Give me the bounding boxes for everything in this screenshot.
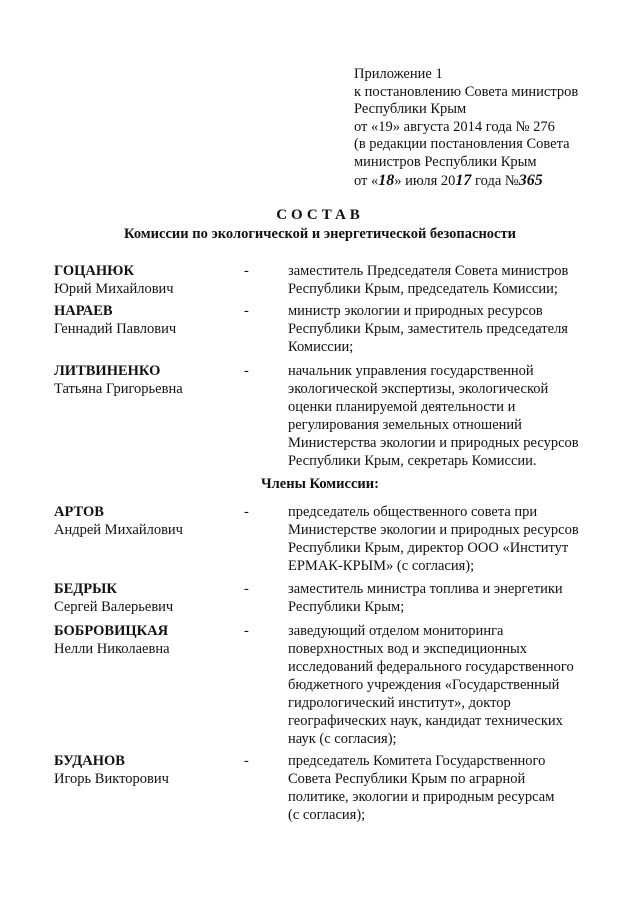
separator-dash: - (244, 303, 249, 319)
role-line: Республики Крым, директор ООО «Институт (288, 540, 569, 556)
role-line: оценки планируемой деятельности и (288, 399, 516, 415)
role-line: экологической экспертизы, экологической (288, 381, 549, 397)
appendix-date-line (354, 172, 634, 191)
person-given-name: Юрий Михайлович (54, 281, 174, 297)
role-line: ЕРМАК-КРЫМ» (с согласия); (288, 558, 475, 574)
separator-dash: - (244, 581, 249, 597)
role-line: (с согласия); (288, 807, 366, 823)
date-suffix: года № (471, 172, 519, 189)
role-line: поверхностных вод и экспедиционных (288, 641, 527, 657)
role-line: Республики Крым, председатель Комиссии; (288, 281, 558, 297)
appendix-line: к постановлению Совета министров (354, 83, 579, 100)
role-line: исследований федерального государственного (288, 659, 574, 675)
person-role (288, 752, 608, 824)
role-line: бюджетного учреждения «Государственный (288, 677, 560, 693)
appendix-line: министров Республики Крым (354, 153, 537, 170)
person-surname: ГОЦАНЮК (54, 263, 135, 279)
person-surname: БОБРОВИЦКАЯ (54, 623, 169, 639)
role-line: наук (с согласия); (288, 731, 397, 747)
appendix-line: Приложение 1 (354, 66, 443, 82)
person-surname: БЕДРЫК (54, 581, 117, 597)
document-subtitle: Комиссии по экологической и энергетической безопасности (124, 226, 516, 242)
handwritten-year: 17 (455, 171, 472, 189)
role-line: заведующий отделом мониторинга (288, 623, 504, 639)
separator-dash: - (244, 504, 249, 520)
separator-dash: - (244, 263, 249, 279)
person-role (288, 302, 608, 356)
role-line: Министерства экологии и природных ресурсов (288, 435, 579, 451)
role-line: политике, экологии и природным ресурсам (288, 789, 555, 805)
appendix-line: Республики Крым (354, 101, 467, 118)
person-role (288, 262, 608, 298)
handwritten-number: 365 (518, 171, 543, 189)
person-given-name: Игорь Викторович (54, 771, 169, 787)
separator-dash: - (244, 753, 249, 769)
separator-dash: - (244, 623, 249, 639)
person-given-name: Сергей Валерьевич (54, 599, 174, 615)
person-role (288, 580, 608, 616)
role-line: географических наук, кандидат технических (288, 713, 563, 729)
appendix-line: (в редакции постановления Совета (354, 136, 570, 153)
role-line: заместитель Председателя Совета министров (288, 263, 569, 279)
person-surname: ЛИТВИНЕНКО (54, 363, 161, 379)
role-line: заместитель министра топлива и энергетики (288, 581, 563, 597)
date-middle: » июля 20 (394, 172, 456, 189)
role-line: министр экологии и природных ресурсов (288, 303, 543, 319)
role-line: Совета Республики Крым по аграрной (288, 771, 526, 787)
role-line: Комиссии; (288, 339, 354, 355)
person-role (288, 503, 608, 575)
role-line: Министерстве экологии и природных ресурсов (288, 522, 579, 538)
role-line: гидрологический институт», доктор (288, 695, 511, 711)
role-line: Республики Крым, заместитель председателя (288, 321, 568, 337)
person-role (288, 362, 608, 470)
members-heading: Члены Комиссии: (261, 476, 379, 492)
person-surname: НАРАЕВ (54, 303, 113, 319)
separator-dash: - (244, 363, 249, 379)
person-given-name: Нелли Николаевна (54, 641, 170, 657)
person-surname: АРТОВ (54, 504, 104, 520)
person-given-name: Татьяна Григорьевна (54, 381, 183, 397)
role-line: председатель Комитета Государственного (288, 753, 546, 769)
role-line: регулирования земельных отношений (288, 417, 522, 433)
person-role (288, 622, 608, 748)
person-given-name: Андрей Михайлович (54, 522, 183, 538)
role-line: председатель общественного совета при (288, 504, 538, 520)
document-title: СОСТАВ (276, 207, 364, 223)
role-line: Республики Крым, секретарь Комиссии. (288, 453, 537, 469)
date-prefix: от « (354, 172, 379, 189)
handwritten-day: 18 (378, 171, 395, 189)
person-given-name: Геннадий Павлович (54, 321, 177, 337)
role-line: начальник управления государственной (288, 363, 534, 379)
role-line: Республики Крым; (288, 599, 405, 615)
person-surname: БУДАНОВ (54, 753, 125, 769)
appendix-line: от «19» августа 2014 года № 276 (354, 118, 555, 135)
appendix-block (354, 66, 634, 190)
